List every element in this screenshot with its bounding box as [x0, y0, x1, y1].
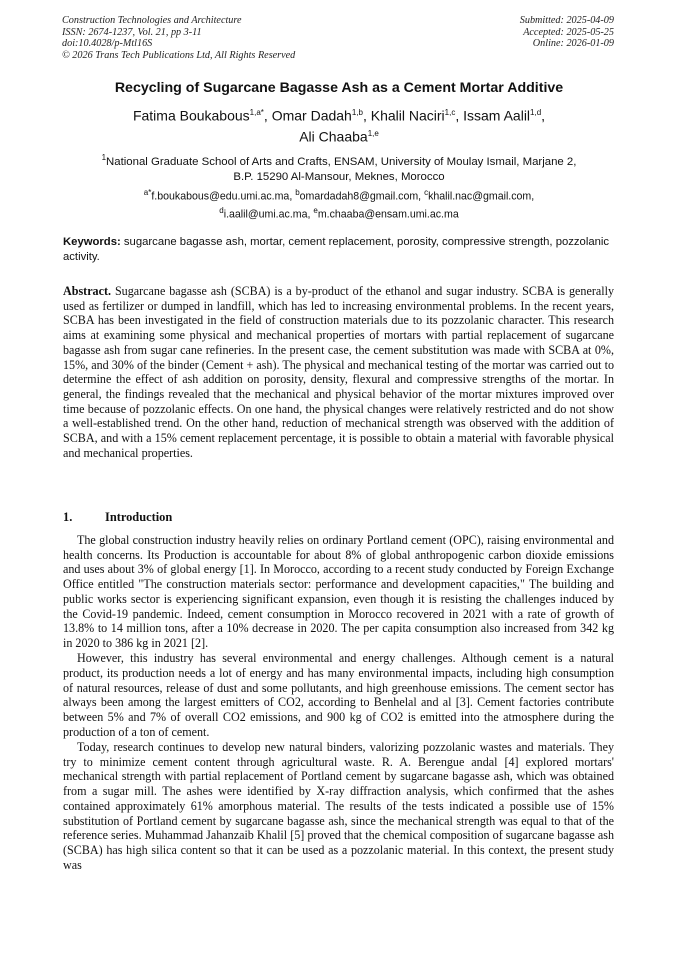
author-list: Fatima Boukabous$^{1,a*}$, Omar Dadah$^{1,b}$, Khalil Naciri$^{1,c}$, Issam Aalil$^{1,d}$, Ali Chaaba$^{1,e}$ [132, 107, 546, 145]
email-mark: b [295, 188, 300, 197]
submission-dates [520, 15, 614, 50]
keywords [63, 235, 614, 264]
email-mark: e [313, 205, 318, 215]
affiliation-line: B.P. 15290 Al-Mansour, Meknes, Morocco [233, 171, 445, 184]
introduction-body [63, 533, 614, 873]
email-link[interactable]: m.chaaba@ensam.umi.ac.ma [317, 208, 459, 221]
email-mark: a* [143, 188, 152, 197]
paper-title: Recycling of Sugarcane Bagasse Ash as a Cement Mortar Additive [114, 80, 564, 96]
email-link[interactable]: f.boukabous@edu.umi.ac.ma [151, 190, 290, 203]
author-name: Fatima Boukabous [132, 107, 250, 124]
author-affil-mark: 1,d [530, 108, 542, 117]
author-affil-mark: 1,a* [249, 108, 264, 117]
journal-issn: ISSN: 2674-1237, Vol. 21, pp 3-11 [62, 26, 202, 38]
email-link[interactable]: khalil.nac@gmail.com [428, 190, 532, 203]
author-name: Ali Chaaba [299, 128, 368, 145]
keywords-text: sugarcane bagasse ash, mortar, cement replacement, porosity, compressive strength, pozzolanic activity. [63, 236, 610, 263]
affiliation-mark: 1 [101, 153, 107, 162]
journal-doi[interactable]: doi:10.4028/p-Mtl16S [62, 38, 153, 50]
author-emails: $^{a*}$f.boukabous@edu.umi.ac.ma, $^b$omardadah8@gmail.com, $^c$khalil.nac@gmail.com, $^d$i.aalil@umi.ac.ma, $^e$m.chaaba@ensam.umi.ac.ma [143, 188, 535, 221]
author-affil-mark: 1,e [367, 128, 379, 138]
section-heading [63, 510, 172, 525]
paragraph: Today, research continues to develop new natural binders, valorizing pozzolanic wastes and materials. They try to minimize cement content through agricultural waste. R. A. Berengue andal [4] explored mortars' mechanical strength with partial replacement of Portland cement by sugarcane bagasse ash, which was obtained from a sugar mill. The ashes were identified by X-ray diffraction analysis, which confirmed that the ashes contained approximately 61% amorphous material. The results of the tests indicated a possible use of 15% substitution of Portland cement by sugarcane bagasse ash, since the mechanical strength was equal to that of the reference series. Muhammad Jahanzaib Khalil [5] proved that the chemical composition of sugarcane bagasse ash (SCBA) has high silica content so that it can be used as a pozzolanic material. In this context, the present study was [63, 740, 614, 872]
journal-copyright: © 2026 Trans Tech Publications Ltd, All Rights Reserved [62, 49, 296, 61]
abstract-label: Abstract. [63, 284, 112, 298]
author-name: Khalil Naciri [370, 107, 445, 124]
abstract-text: Sugarcane bagasse ash (SCBA) is a by-product of the ethanol and sugar industry. SCBA is generally used as fertilizer or dumped in landfill, which has led to increasing environmental problems. In the recent years, SCBA has been investigated in the field of construction materials due to its pozzolanic character. This research aims at examining some physical and mechanical properties of mortars with partial replacement of sugarcane bagasse ash from sugar cane refineries. In the present case, the cement substitution was made with SCBA at 0%, 15%, and 30% of the binder (Cement + ash). The physical and mechanical testing of the mortar was carried out to determine the effect of ash addition on porosity, density, flexural and compressive strengths of the mortar. In general, the findings revealed that the mechanical and physical behavior of the mortar mixtures improved over time because of pozzolanic effects. On one hand, the physical changes were relatively restricted and do not show a well-established trend. On the other hand, reduction of mechanical strength was observed with the addition of SCBA, and with a 15% cement replacement percentage, it is possible to obtain a material with favorable physical and mechanical properties. [63, 284, 614, 460]
journal-name: Construction Technologies and Architecture [62, 15, 242, 26]
affiliation-line: National Graduate School of Arts and Crafts, ENSAM, University of Moulay Ismail, Marjane 2, [106, 155, 577, 168]
keywords-label: Keywords: [63, 236, 121, 248]
email-mark: c [424, 188, 429, 197]
author-affil-mark: 1,c [444, 108, 456, 117]
online-date: Online: 2026-01-09 [532, 38, 614, 50]
paragraph: However, this industry has several environmental and energy challenges. Although cement is a natural product, its production needs a lot of energy and has many environmental impacts, including high consumption of natural resources, release of dust and some pollutants, and high greenhouse emissions. The cement sector has always been among the largest emitters of CO2, according to Benhelal and al [3]. Cement factories contribute between 5% and 7% of overall CO2 emissions, and 900 kg of CO2 is emitted into the atmosphere during the production of a ton of cement. [63, 651, 614, 739]
email-link[interactable]: i.aalil@umi.ac.ma [223, 208, 308, 221]
paragraph: The global construction industry heavily relies on ordinary Portland cement (OPC), raising environmental and health concerns. Its Production is accountable for about 8% of global anthropogenic carbon dioxide emissions and uses about 3% of global energy [1]. In Morocco, according to a recent study conducted by Foreign Exchange Office entitled "The construction materials sector: performance and development capacities," The building and public works sector is experiencing significant expansion, even though it is resisting the challenges induced by the Covid-19 pandemic. Indeed, cement consumption in Morocco recovered in 2021 with a rate of growth of 13.8% to 14 million tons, after a 10% decrease in 2020. The per capita consumption also increased from 342 kg in 2020 to 386 kg in 2021 [2]. [63, 533, 614, 650]
abstract [63, 284, 614, 460]
email-link[interactable]: omardadah8@gmail.com [299, 190, 419, 203]
section-number: 1. [63, 510, 73, 524]
author-name: Issam Aalil [463, 107, 531, 124]
section-title: Introduction [105, 510, 173, 524]
journal-header [62, 15, 295, 61]
author-name: Omar Dadah [271, 107, 352, 124]
affiliation [60, 150, 618, 186]
email-mark: d [219, 205, 224, 215]
accepted-date: Accepted: 2025-05-25 [523, 26, 614, 38]
submitted-date: Submitted: 2025-04-09 [519, 15, 614, 26]
author-affil-mark: 1,b [351, 108, 363, 117]
